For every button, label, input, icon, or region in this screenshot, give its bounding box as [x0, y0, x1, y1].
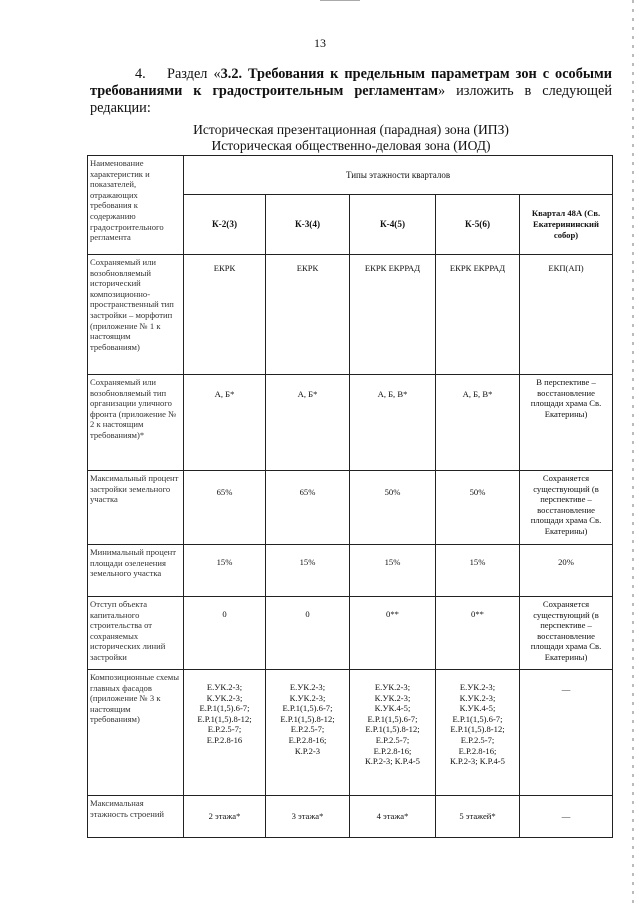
- table-row: [88, 255, 613, 375]
- scan-edge-mark: [632, 0, 634, 905]
- regulations-table: [87, 155, 613, 838]
- column-header-k2: К-2(3): [184, 195, 266, 255]
- table-cell: —: [520, 670, 613, 796]
- paragraph-suffix: » изложить в следующей редакции:: [90, 83, 613, 116]
- paragraph-prefix: Раздел «: [167, 66, 221, 82]
- table-cell: В перспективе – восстановление площади храма Св. Екатерины): [520, 375, 613, 471]
- table-cell: 5 этажей*: [436, 796, 520, 838]
- table-cell: 3 этажа*: [266, 796, 350, 838]
- table-cell: ЕКРК ЕКРРАД: [350, 255, 436, 375]
- table-cell: ЕКРК: [184, 255, 266, 375]
- corner-header: Наименование характеристик и показателей, отражающих требования к содержанию градостроительного регламента: [88, 156, 184, 255]
- table-cell: А, Б, В*: [436, 375, 520, 471]
- amendment-paragraph: [90, 66, 612, 117]
- table-cell: 50%: [436, 471, 520, 545]
- table-cell: Е.УК.2-3; К.УК.2-3; Е.Р.1(1,5).6-7; Е.Р.1(1,5).8-12; Е.Р.2.5-7; Е.Р.2.8-16: [184, 670, 266, 796]
- table-cell: Сохраняется существующий (в перспективе – восстановление площади храма Св. Екатерины): [520, 471, 613, 545]
- table-cell: А, Б*: [266, 375, 350, 471]
- row-label-min-greenery: Минимальный процент площади озеленения земельного участка: [88, 545, 184, 597]
- table-cell: 0: [184, 597, 266, 670]
- table-cell: ЕКРК: [266, 255, 350, 375]
- table-cell: ЕКРК ЕКРРАД: [436, 255, 520, 375]
- row-label-max-coverage: Максимальный процент застройки земельного участка: [88, 471, 184, 545]
- row-label-morphotype: Сохраняемый или возобновляемый исторический композиционно-пространственный тип застройки – морфотип (приложение № 1 к настоящим требованиям): [88, 255, 184, 375]
- table-cell: 50%: [350, 471, 436, 545]
- scan-top-line: [320, 0, 360, 1]
- table-cell: 0: [266, 597, 350, 670]
- table-cell: Е.УК.2-3; К.УК.2-3; К.УК.4-5; Е.Р.1(1,5).6-7; Е.Р.1(1,5).8-12; Е.Р.2.5-7; Е.Р.2.8-16; К.Р.2-3; К.Р.4-5: [436, 670, 520, 796]
- group-header: Типы этажности кварталов: [184, 156, 613, 195]
- table-row: [88, 545, 613, 597]
- table-cell: Е.УК.2-3; К.УК.2-3; К.УК.4-5; Е.Р.1(1,5).6-7; Е.Р.1(1,5).8-12; Е.Р.2.5-7; Е.Р.2.8-16; К.Р.2-3; К.Р.4-5: [350, 670, 436, 796]
- column-header-k3: К-3(4): [266, 195, 350, 255]
- column-header-k5: К-5(6): [436, 195, 520, 255]
- table-row: [88, 597, 613, 670]
- column-header-k4: К-4(5): [350, 195, 436, 255]
- table-row: [88, 796, 613, 838]
- section-title: 3.2. Требования к предельным параметрам зон с особыми требованиями к градостроительным регламентам: [90, 66, 612, 99]
- table-cell: 2 этажа*: [184, 796, 266, 838]
- table-cell: А, Б, В*: [350, 375, 436, 471]
- table-cell: ЕКП(АП): [520, 255, 613, 375]
- table-cell: Е.УК.2-3; К.УК.2-3; Е.Р.1(1,5).6-7; Е.Р.1(1,5).8-12; Е.Р.2.5-7; Е.Р.2.8-16; К.Р.2-3: [266, 670, 350, 796]
- column-header-kvartal-48a: Квартал 48А (Св. Екатерининский собор): [520, 195, 613, 255]
- row-label-max-floors: Максимальная этажность строений: [88, 796, 184, 838]
- table-cell: —: [520, 796, 613, 838]
- table-cell: Сохраняется существующий (в перспективе – восстановление площади храма Св. Екатерины): [520, 597, 613, 670]
- table-cell: 15%: [184, 545, 266, 597]
- row-label-setback: Отступ объекта капитального строительства от сохраняемых исторических линий застройки: [88, 597, 184, 670]
- paragraph-number: 4.: [135, 66, 146, 82]
- table-row: [88, 375, 613, 471]
- table-cell: 20%: [520, 545, 613, 597]
- table-cell: 65%: [184, 471, 266, 545]
- table-cell: 4 этажа*: [350, 796, 436, 838]
- table-cell: 0**: [350, 597, 436, 670]
- row-label-facade-schemes: Композиционные схемы главных фасадов (приложение № 3 к настоящим требованиям): [88, 670, 184, 796]
- table-row: [88, 670, 613, 796]
- table-cell: 15%: [266, 545, 350, 597]
- table-row: [88, 471, 613, 545]
- table-cell: А, Б*: [184, 375, 266, 471]
- table-cell: 15%: [350, 545, 436, 597]
- zone-caption-ipz: Историческая презентационная (парадная) зона (ИПЗ): [193, 122, 509, 137]
- table-cell: 15%: [436, 545, 520, 597]
- page-number: 13: [314, 36, 326, 50]
- table-cell: 65%: [266, 471, 350, 545]
- zone-caption-iod: Историческая общественно-деловая зона (ИОД): [211, 138, 491, 153]
- row-label-street-front: Сохраняемый или возобновляемый тип организации уличного фронта (приложение № 2 к настоящим требованиям)*: [88, 375, 184, 471]
- table-cell: 0**: [436, 597, 520, 670]
